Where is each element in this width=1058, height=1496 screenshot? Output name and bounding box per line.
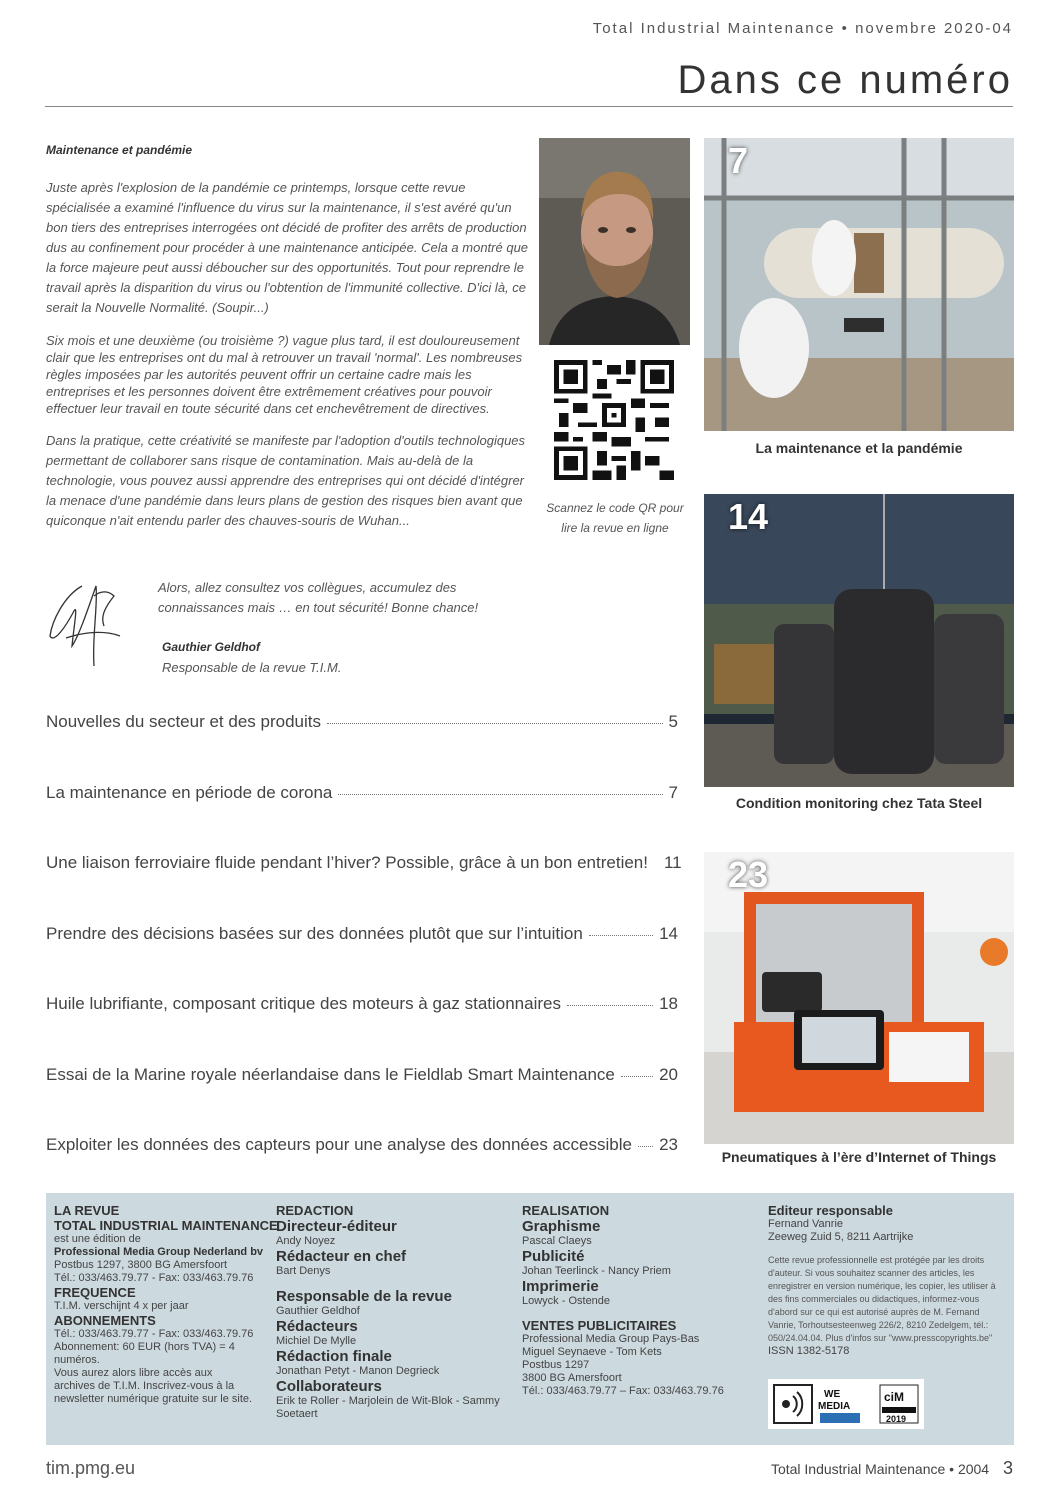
editorial (46, 140, 531, 545)
toc-leader-dots (638, 1146, 653, 1147)
signer-role: Responsable de la revue T.I.M. (162, 660, 342, 675)
toc-entry[interactable] (46, 1065, 678, 1136)
qr-code-image (554, 360, 674, 480)
colophon-heading: Editeur responsable (768, 1203, 893, 1218)
toc-leader-dots (338, 794, 662, 795)
colophon-name: Gauthier Geldhof (276, 1305, 360, 1317)
svg-text:2019: 2019 (886, 1414, 907, 1424)
colophon-heading: REDACTION (276, 1203, 354, 1218)
toc-entry[interactable] (46, 924, 678, 995)
table-of-contents (46, 712, 682, 1206)
colophon-name: Lowyck - Ostende (522, 1295, 611, 1307)
issn: ISSN 1382-5178 (768, 1345, 850, 1357)
feature-photo-pandemic (704, 138, 1014, 431)
toc-entry-page: 11 (663, 853, 682, 872)
qr-caption: Scannez le code QR pour lire la revue en ligne (546, 501, 684, 535)
colophon-name: Erik te Roller - Marjolein de Wit-Blok - Sammy Soetaert (276, 1395, 500, 1420)
signer-name: Gauthier Geldhof (162, 640, 261, 654)
colophon-text: Zeeweg Zuid 5, 8211 Aartrijke (768, 1231, 914, 1243)
page-title: Dans ce numéro (677, 58, 1013, 102)
colophon-role: Responsable de la revue (276, 1288, 452, 1305)
toc-entry[interactable] (46, 994, 678, 1065)
feature-photo-tata-steel (704, 494, 1014, 787)
colophon-text: est une édition de (54, 1233, 141, 1245)
toc-entry[interactable] (46, 853, 682, 924)
toc-entry-page: 5 (668, 712, 678, 731)
running-title: Total Industrial Maintenance • novembre 2020-04 (592, 20, 1013, 37)
toc-leader-dots (589, 935, 653, 936)
colophon-heading: REALISATION (522, 1203, 610, 1218)
colophon-text: archives de T.I.M. Inscrivez-vous à la (54, 1380, 235, 1392)
toc-entry-title: Nouvelles du secteur et des produits (46, 712, 321, 731)
toc-entry-page: 14 (659, 923, 678, 943)
colophon-name: Pascal Claeys (522, 1235, 592, 1247)
partner-logos (768, 1379, 924, 1429)
colophon-text: Vous aurez alors libre accès aux (54, 1367, 213, 1379)
toc-entry[interactable] (46, 712, 678, 783)
editor-portrait-photo (539, 138, 690, 345)
colophon (46, 1193, 1014, 1445)
audio-icon (782, 1400, 790, 1408)
page-number: 3 (1002, 1458, 1013, 1478)
colophon-text: Postbus 1297 (522, 1359, 590, 1371)
colophon-heading: TOTAL INDUSTRIAL MAINTENANCE (54, 1218, 278, 1233)
colophon-role: Publicité (522, 1248, 585, 1265)
toc-entry-page: 18 (659, 994, 678, 1013)
colophon-text: Professional Media Group Nederland bv (54, 1246, 264, 1258)
colophon-heading: VENTES PUBLICITAIRES (522, 1318, 677, 1333)
colophon-column-revue (54, 1203, 278, 1406)
svg-text:ciM: ciM (884, 1390, 905, 1404)
colophon-text: Miguel Seynaeve - Tom Kets (522, 1346, 662, 1358)
toc-leader-dots (327, 723, 663, 724)
publication-name: Total Industrial Maintenance • 2004 (770, 1461, 990, 1477)
colophon-heading: LA REVUE (54, 1203, 120, 1218)
colophon-column-editeur (768, 1203, 1008, 1358)
toc-entry-title: La maintenance en période de corona (46, 782, 333, 802)
copyright-notice: Cette revue professionnelle est protégée par les droits d'auteur. Si vous souhaitez scanner des articles, les enregistrer en version numérique, les copier, les utiliser à des fins commerciales ou didactiques, informez-vous d'abord sur ce qui est autorisé auprès de M. Fernand Vanrie, Torhoutsesteenweg 226/2, 8210 Zedelgem, tél.: 050/24.04.04. Plus d'infos sur "www.presscopyrights.be" (768, 1255, 996, 1343)
colophon-text: Professional Media Group Pays-Bas (522, 1333, 700, 1345)
colophon-text: Fernand Vanrie (768, 1218, 844, 1230)
toc-entry-page: 23 (659, 1135, 678, 1154)
colophon-role: Directeur-éditeur (276, 1218, 397, 1235)
feature-page-number: 14 (728, 496, 769, 537)
feature-caption: Condition monitoring chez Tata Steel (735, 795, 983, 811)
colophon-name: Andy Noyez (276, 1235, 336, 1247)
title-divider (45, 106, 1013, 107)
editorial-closing: Alors, allez consultez vos collègues, accumulez des connaissances mais … en tout sécurité! Bonne chance! (158, 580, 479, 615)
editorial-paragraph: Juste après l'explosion de la pandémie ce printemps, lorsque cette revue spécialisée a examiné l'influence du virus sur la maintenance, il s'est avéré qu'un bon tiers des entreprises interrogées ont décidé de profiter des arrêts de production dus au confinement pour procéder à une maintenance anticipée. Cela a montré que la force majeure peut aussi déboucher sur des opportunités. Tout pour reprendre le travail après la disparition du virus ou l'obtention de l'immunité collective. D'ici là, ce serait la Nouvelle Normalité. (Soupir...) (46, 180, 529, 315)
toc-entry-title: Essai de la Marine royale néerlandaise dans le Fieldlab Smart Maintenance (46, 1064, 615, 1084)
colophon-text: Tél.: 033/463.79.77 - Fax: 033/463.79.76 (54, 1328, 254, 1340)
toc-entry-page: 20 (659, 1064, 678, 1084)
colophon-role: Rédaction finale (276, 1348, 392, 1365)
colophon-text: T.I.M. verschijnt 4 x per jaar (54, 1300, 189, 1312)
colophon-text: Postbus 1297, 3800 BG Amersfoort (54, 1259, 228, 1271)
colophon-role: Rédacteurs (276, 1318, 358, 1335)
colophon-name: Michiel De Mylle (276, 1335, 357, 1347)
colophon-text: newsletter numérique gratuite sur le site. (54, 1393, 253, 1405)
colophon-heading: ABONNEMENTS (54, 1313, 156, 1328)
toc-entry-title: Exploiter les données des capteurs pour une analyse des données accessible (46, 1135, 632, 1154)
editorial-heading: Maintenance et pandémie (46, 143, 193, 157)
feature-page-number: 7 (728, 140, 749, 181)
colophon-role: Rédacteur en chef (276, 1248, 407, 1265)
colophon-text: Tél.: 033/463.79.77 – Fax: 033/463.79.76 (522, 1385, 724, 1397)
colophon-text: 3800 BG Amersfoort (522, 1372, 622, 1384)
feature-photo-pneumatics (704, 852, 1014, 1144)
svg-text:WE: WE (824, 1389, 841, 1400)
feature-caption: La maintenance et la pandémie (755, 440, 963, 456)
colophon-text: Abonnement: 60 EUR (hors TVA) = 4 numéros. (54, 1341, 235, 1366)
website-link[interactable]: tim.pmg.eu (46, 1458, 136, 1478)
colophon-role: Imprimerie (522, 1278, 599, 1295)
colophon-text: Tél.: 033/463.79.77 - Fax: 033/463.79.76 (54, 1272, 254, 1284)
colophon-name: Bart Denys (276, 1265, 331, 1277)
feature-caption: Pneumatiques à l’ère d’Internet of Things (721, 1149, 997, 1165)
colophon-role: Graphisme (522, 1218, 601, 1235)
toc-leader-dots (567, 1005, 653, 1006)
colophon-name: Johan Teerlinck - Nancy Priem (522, 1265, 671, 1277)
toc-entry-title: Une liaison ferroviaire fluide pendant l’hiver? Possible, grâce à un bon entretien! (46, 853, 648, 872)
colophon-column-redaction (276, 1203, 516, 1421)
editorial-paragraph: Dans la pratique, cette créativité se manifeste par l'adoption d'outils technologiques permettant de collaborer sans risque de contamination. Mais au-delà de la technologie, vous pouvez aussi apprendre des entreprises qui ont décidé d'intégrer la menace d'une pandémie dans leurs plans de gestion des risques bien avant que quiconque n'ait entendu parler des chauves-souris de Wuhan... (46, 433, 526, 528)
editorial-paragraph: Six mois et une deuxième (ou troisième ?) vague plus tard, il est douloureusement clair que les entreprises ont du mal à retrouver un travail 'normal'. Les nombreuses règles imposées par les autorités peuvent offrir un certaine cadre mais les entreprises et les personnes doivent être extrêmement créatives pour pouvoir effectuer leur travail en toute sécurité dans cet enchevêtrement de directives. (46, 333, 523, 416)
colophon-role: Collaborateurs (276, 1378, 382, 1395)
toc-leader-dots (621, 1076, 653, 1077)
toc-entry-title: Huile lubrifiante, composant critique des moteurs à gaz stationnaires (46, 994, 561, 1013)
toc-entry-title: Prendre des décisions basées sur des données plutôt que sur l’intuition (46, 923, 583, 943)
toc-entry-page: 7 (668, 782, 678, 802)
page-footer (771, 1458, 1013, 1479)
colophon-name: Jonathan Petyt - Manon Degrieck (276, 1365, 440, 1377)
colophon-heading: FREQUENCE (54, 1285, 136, 1300)
toc-entry[interactable] (46, 783, 678, 854)
svg-text:MEDIA: MEDIA (818, 1401, 851, 1412)
colophon-column-realisation (522, 1203, 762, 1398)
signature-image (44, 566, 134, 676)
feature-page-number: 23 (728, 854, 769, 895)
